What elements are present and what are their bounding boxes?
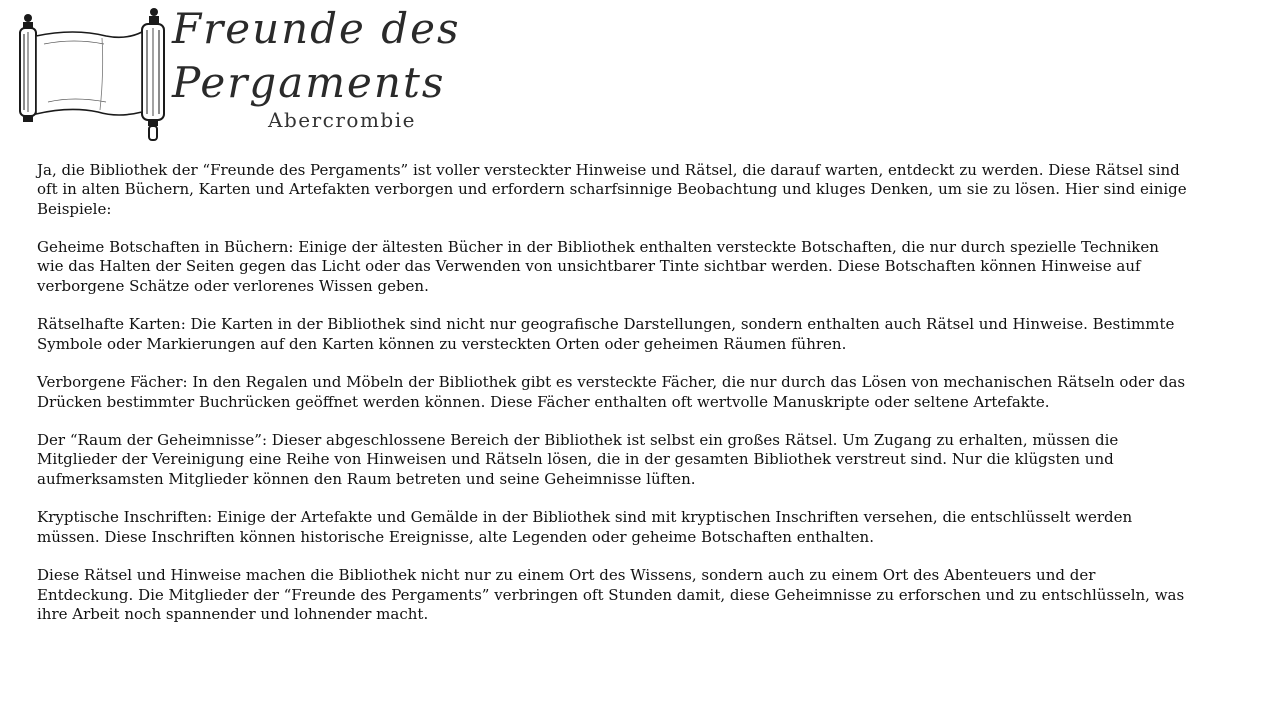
paragraph-hidden-compartments: Verborgene Fächer: In den Regalen und Möbeln der Bibliothek gibt es versteckte Fächer, die nur durch das Lösen von mechanischen Rätseln oder das Drücken bestimmter Buchrücken geöffnet werden können. Diese Fächer enthalten oft wertvolle Manuskripte oder seltene Artefakte.	[37, 373, 1186, 411]
logo-title-line-2: Pergaments	[172, 58, 446, 107]
logo-title-line-1: Freunde des	[172, 4, 461, 53]
logo-subtitle: Abercrombie	[268, 108, 416, 132]
paragraph-secret-messages: Geheime Botschaften in Büchern: Einige der ältesten Bücher in der Bibliothek enthalten versteckte Botschaften, die nur durch spezielle Techniken wie das Halten der Seiten gegen das Licht oder das Verwenden von unsichtbarer Tinte sichtbar werden. Diese Botschaften können Hinweise auf verborgene Schätze oder verlorenes Wissen geben.	[37, 238, 1159, 295]
paragraph-conclusion: Diese Rätsel und Hinweise machen die Bibliothek nicht nur zu einem Ort des Wissens, sondern auch zu einem Ort des Abenteuers und der Entdeckung. Die Mitglieder der “Freunde des Pergaments” verbringen oft Stunden damit, diese Geheimnisse zu erforschen und zu entschlüsseln, was ihre Arbeit noch spannender und lohnender macht.	[37, 566, 1185, 623]
paragraph-intro: Ja, die Bibliothek der “Freunde des Pergaments” ist voller versteckter Hinweise und Rätsel, die darauf warten, entdeckt zu werden. Diese Rätsel sind oft in alten Büchern, Karten und Artefakten verborgen und erfordern scharfsinnige Beobachtung und kluges Denken, um sie zu lösen. Hier sind einige Beispiele:	[37, 161, 1187, 218]
paragraph-mysterious-maps: Rätselhafte Karten: Die Karten in der Bibliothek sind nicht nur geografische Darstellungen, sondern enthalten auch Rätsel und Hinweise. Bestimmte Symbole oder Markierungen auf den Karten können zu versteckten Orten oder geheimen Räumen führen.	[37, 315, 1175, 353]
paragraph-cryptic-inscriptions: Kryptische Inschriften: Einige der Artefakte und Gemälde in der Bibliothek sind mit kryptischen Inschriften versehen, die entschlüsselt werden müssen. Diese Inschriften können historische Ereignisse, alte Legenden oder geheime Botschaften enthalten.	[37, 508, 1133, 546]
article-body	[37, 161, 1187, 643]
paragraph-room-of-secrets: Der “Raum der Geheimnisse”: Dieser abgeschlossene Bereich der Bibliothek ist selbst ein großes Rätsel. Um Zugang zu erhalten, müssen die Mitglieder der Vereinigung eine Reihe von Hinweisen und Rätseln lösen, die in der gesamten Bibliothek verstreut sind. Nur die klügsten und aufmerksamsten Mitglieder können den Raum betreten und seine Geheimnisse lüften.	[37, 431, 1119, 488]
logo	[14, 2, 484, 150]
parchment-scroll-icon	[14, 2, 170, 148]
